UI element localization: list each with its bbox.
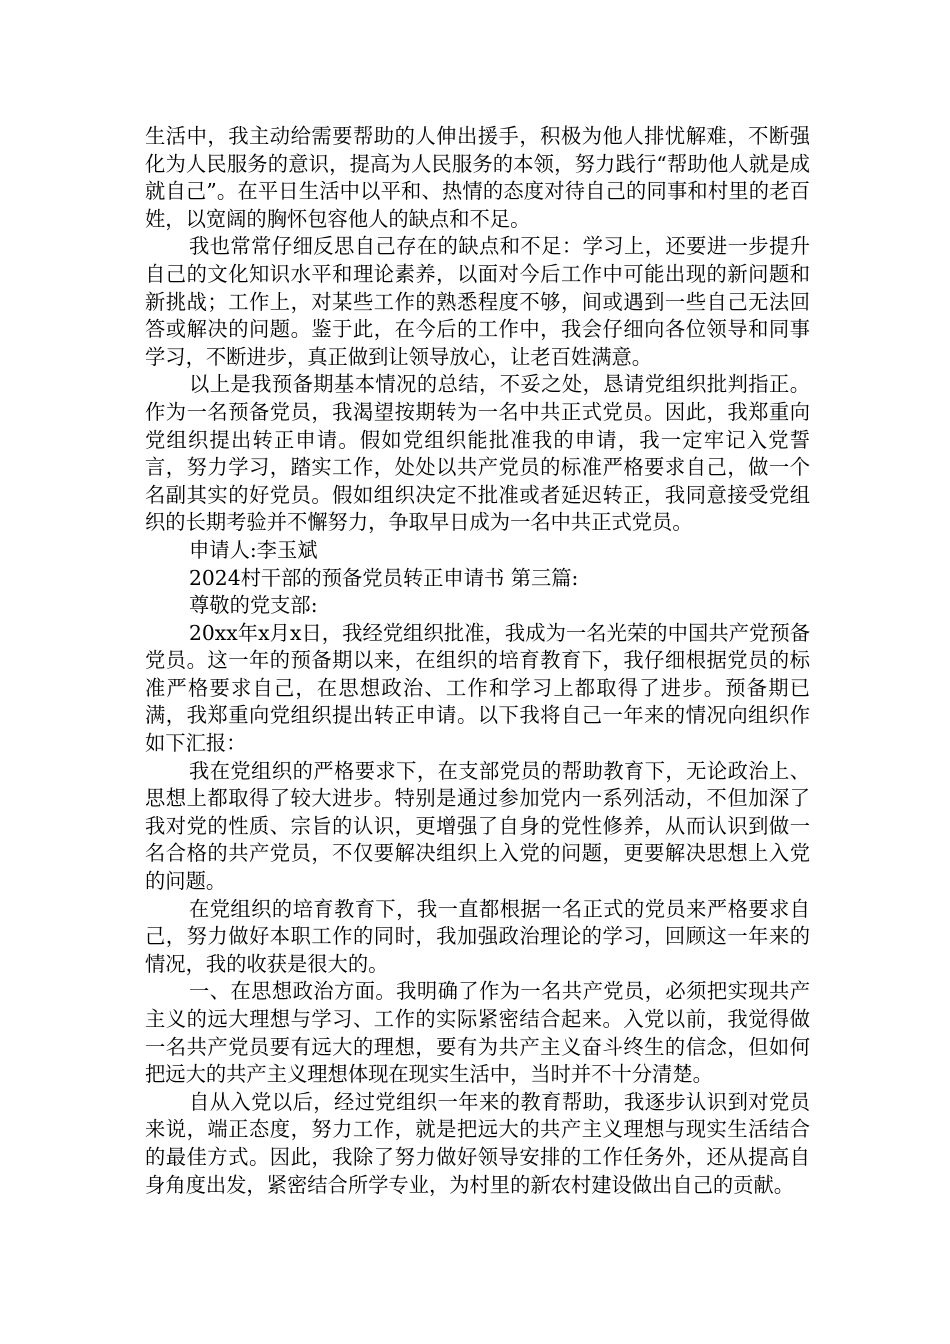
paragraph-6: 在党组织的培育教育下，我一直都根据一名正式的党员来严格要求自己，努力做好本职工作的同时，我加强政治理论的学习，回顾这一年来的情况，我的收获是很大的。: [145, 896, 810, 976]
paragraph-2: 我也常常仔细反思自己存在的缺点和不足：学习上，还要进一步提升自己的文化知识水平和理论素养，以面对今后工作中可能出现的新问题和新挑战；工作上，对某些工作的熟悉程度不够，间或遇到一些自己无法回答或解决的问题。鉴于此，在今后的工作中，我会仔细向各位领导和同事学习，不断进步，真正做到让领导放心，让老百姓满意。: [145, 234, 810, 369]
salutation: 尊敬的党支部:: [189, 593, 318, 618]
applicant-signature-line: 申请人:李玉斌: [189, 537, 318, 562]
paragraph-5: 我在党组织的严格要求下，在支部党员的帮助教育下，无论政治上、思想上都取得了较大进步。特别是通过参加党内一系列活动，不但加深了我对党的性质、宗旨的认识，更增强了自身的党性修养，从而认识到做一名合格的共产党员，不仅要解决组织上入党的问题，更要解决思想上入党的问题。: [145, 758, 810, 894]
paragraph-1: 生活中，我主动给需要帮助的人伸出援手，积极为他人排忧解难，不断强化为人民服务的意识，提高为人民服务的本领，努力践行“帮助他人就是成就自己”。在平日生活中以平和、热情的态度对待自己的同事和村里的老百姓，以宽阔的胸怀包容他人的缺点和不足。: [145, 124, 810, 231]
paragraph-8: 自从入党以后，经过党组织一年来的教育帮助，我逐步认识到对党员来说，端正态度，努力工作，就是把远大的共产主义理想与现实生活结合的最佳方式。因此，我除了努力做好领导安排的工作任务外，还从提高自身角度出发，紧密结合所学专业，为村里的新农村建设做出自己的贡献。: [145, 1089, 810, 1197]
document-page: [145, 123, 810, 1199]
paragraph-3: 以上是我预备期基本情况的总结，不妥之处，恳请党组织批判指正。作为一名预备党员，我渴望按期转为一名中共正式党员。因此，我郑重向党组织提出转正申请。假如党组织能批准我的申请，我一定牢记入党誓言，努力学习，踏实工作，处处以共产党员的标准严格要求自己，做一个名副其实的好党员。假如组织决定不批准或者延迟转正，我同意接受党组织的长期考验并不懈努力，争取早日成为一名中共正式党员。: [145, 372, 810, 535]
paragraph-4: 20xx年x月x日，我经党组织批准，我成为一名光荣的中国共产党预备党员。这一年的预备期以来，在组织的培育教育下，我仔细根据党员的标准严格要求自己，在思想政治、工作和学习上都取得了进步。预备期已满，我郑重向党组织提出转正申请。以下我将自己一年来的情况向组织作如下汇报：: [145, 620, 810, 756]
paragraph-7: 一、在思想政治方面。我明确了作为一名共产党员，必须把实现共产主义的远大理想与学习、工作的实际紧密结合起来。入党以前，我觉得做一名共产党员要有远大的理想，要有为共产主义奋斗终生的信念，但如何把远大的共产主义理想体现在现实生活中，当时并不十分清楚。: [145, 979, 810, 1087]
section-title: 2024村干部的预备党员转正申请书 第三篇:: [189, 565, 579, 590]
